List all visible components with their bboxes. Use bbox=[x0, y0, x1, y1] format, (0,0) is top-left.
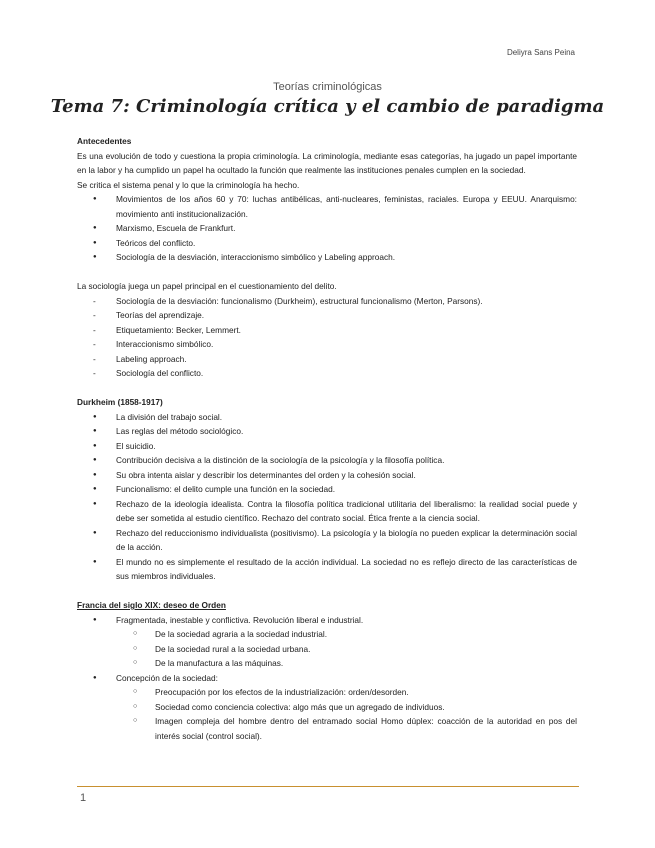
sociologia-intro: La sociología juega un papel principal en el cuestionamiento del delito. bbox=[77, 281, 337, 291]
list-item: ● Teóricos del conflicto. bbox=[77, 236, 577, 251]
sub-list-item: ○ De la manufactura a las máquinas. bbox=[77, 656, 577, 671]
list-item: ● Funcionalismo: el delito cumple una función en la sociedad. bbox=[77, 482, 577, 497]
antecedentes-paragraph: Es una evolución de todo y cuestiona la propia criminología. La criminología, mediante esas categorías, ha jugado un papel importante en la labor y ha cumplido un papel ha ocultado la función que realmente las instituciones penales cumplen en la sociedad. bbox=[77, 150, 577, 175]
document-subtitle: Teorías criminológicas bbox=[273, 81, 382, 93]
list-item: - Sociología del conflicto. bbox=[77, 366, 577, 381]
list-item: ● Rechazo del reduccionismo individualista (positivismo). La psicología y la biología no pueden explicar la determinación social de la acción. bbox=[77, 526, 577, 555]
sub-list-item: ○ Imagen compleja del hombre dentro del entramado social Homo dúplex: coacción de la autoridad en pos del interés social (control social). bbox=[77, 714, 577, 743]
antecedentes-heading: Antecedentes bbox=[77, 136, 132, 146]
list-item: ● Marxismo, Escuela de Frankfurt. bbox=[77, 221, 577, 236]
durkheim-list bbox=[77, 410, 577, 584]
document-body bbox=[77, 134, 577, 743]
sub-list-item: ○ De la sociedad rural a la sociedad urbana. bbox=[77, 642, 577, 657]
author-name: Deliyra Sans Peina bbox=[506, 48, 575, 57]
list-item: ● Contribución decisiva a la distinción de la sociología de la psicología y la filosofía política. bbox=[77, 453, 577, 468]
document-title: Tema 7: Criminología crítica y el cambio de paradigma bbox=[50, 96, 605, 117]
list-item: - Etiquetamiento: Becker, Lemmert. bbox=[77, 323, 577, 338]
antecedentes-line: Se critica el sistema penal y lo que la criminología ha hecho. bbox=[77, 179, 300, 190]
list-item: - Sociología de la desviación: funcionalismo (Durkheim), estructural funcionalismo (Merton, Parsons). bbox=[77, 294, 577, 309]
list-item: - Teorías del aprendizaje. bbox=[77, 308, 577, 323]
list-item: ● El mundo no es simplemente el resultado de la acción individual. La sociedad no es reflejo directo de las características de sus miembros individuales. bbox=[77, 555, 577, 584]
list-item: ● Concepción de la sociedad: bbox=[77, 671, 577, 686]
list-item: ● Rechazo de la ideología idealista. Contra la filosofía política tradicional utilitaria del liberalismo: la realidad social puede y debe ser sometida al estudio científico. Rechazo del contrato social. Ética frente a la ciencia social. bbox=[77, 497, 577, 526]
sub-list-item: ○ De la sociedad agraria a la sociedad industrial. bbox=[77, 627, 577, 642]
sociologia-list bbox=[77, 294, 577, 381]
page-number: 1 bbox=[80, 792, 87, 804]
list-item: ● La división del trabajo social. bbox=[77, 410, 577, 425]
sub-list-item: ○ Preocupación por los efectos de la industrialización: orden/desorden. bbox=[77, 685, 577, 700]
antecedentes-list bbox=[77, 192, 577, 265]
footer-divider bbox=[77, 786, 579, 787]
francia-heading: Francia del siglo XIX: deseo de Orden bbox=[77, 600, 226, 610]
list-item: - Labeling approach. bbox=[77, 352, 577, 367]
list-item: ● Las reglas del método sociológico. bbox=[77, 424, 577, 439]
list-item: ● Movimientos de los años 60 y 70: luchas antibélicas, anti-nucleares, feministas, raciales. Europa y EEUU. Anarquismo: movimiento anti institucionalización. bbox=[77, 192, 577, 221]
durkheim-heading: Durkheim (1858-1917) bbox=[77, 397, 163, 407]
list-item: ● Su obra intenta aislar y describir los determinantes del orden y la cohesión social. bbox=[77, 468, 577, 483]
list-item: ● Sociología de la desviación, interaccionismo simbólico y Labeling approach. bbox=[77, 250, 577, 265]
francia-list bbox=[77, 613, 577, 744]
list-item: ● Fragmentada, inestable y conflictiva. Revolución liberal e industrial. bbox=[77, 613, 577, 628]
list-item: - Interaccionismo simbólico. bbox=[77, 337, 577, 352]
list-item: ● El suicidio. bbox=[77, 439, 577, 454]
sub-list-item: ○ Sociedad como conciencia colectiva: algo más que un agregado de individuos. bbox=[77, 700, 577, 715]
